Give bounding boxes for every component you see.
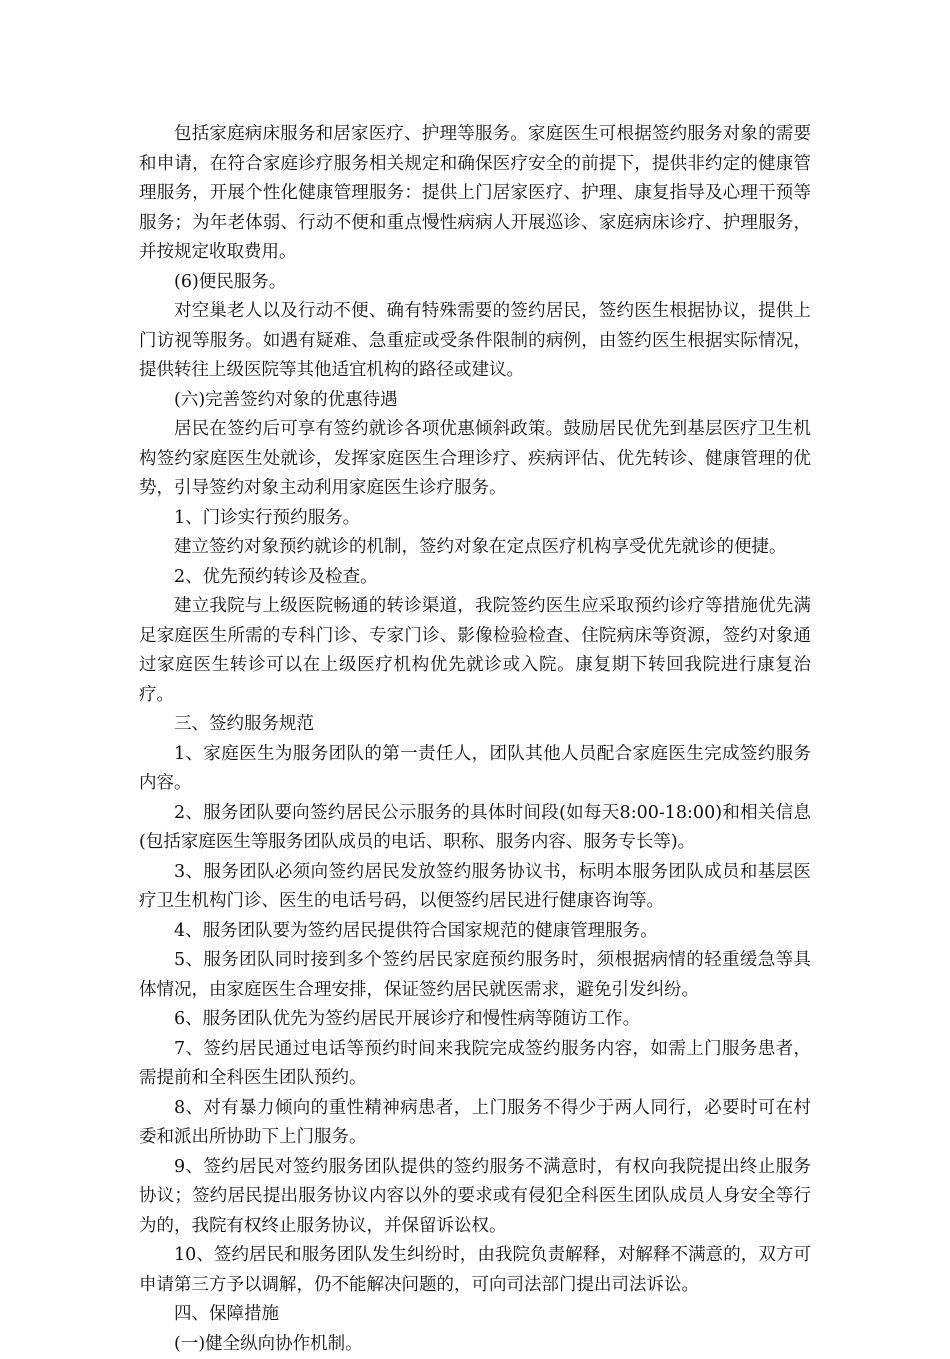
paragraph: 建立签约对象预约就诊的机制，签约对象在定点医疗机构享受优先就诊的便捷。 (139, 533, 811, 563)
paragraph: 8、对有暴力倾向的重性精神病患者，上门服务不得少于两人同行，必要时可在村委和派出所协助下上门服务。 (139, 1094, 811, 1153)
paragraph: 1、门诊实行预约服务。 (139, 504, 811, 534)
paragraph: 9、签约居民对签约服务团队提供的签约服务不满意时，有权向我院提出终止服务协议；签约居民提出服务协议内容以外的要求或有侵犯全科医生团队成员人身安全等行为的，我院有权终止服务协议，并保留诉讼权。 (139, 1153, 811, 1242)
paragraph: 3、服务团队必须向签约居民发放签约服务协议书，标明本服务团队成员和基层医疗卫生机构门诊、医生的电话号码，以便签约居民进行健康咨询等。 (139, 858, 811, 917)
paragraph: 5、服务团队同时接到多个签约居民家庭预约服务时，须根据病情的轻重缓急等具体情况，由家庭医生合理安排，保证签约居民就医需求，避免引发纠纷。 (139, 946, 811, 1005)
paragraph: 2、服务团队要向签约居民公示服务的具体时间段(如每天8:00-18:00)和相关信息(包括家庭医生等服务团队成员的电话、职称、服务内容、服务专长等)。 (139, 799, 811, 858)
section-heading: 三、签约服务规范 (139, 710, 811, 740)
paragraph: 1、家庭医生为服务团队的第一责任人，团队其他人员配合家庭医生完成签约服务内容。 (139, 740, 811, 799)
paragraph: 居民在签约后可享有签约就诊各项优惠倾斜政策。鼓励居民优先到基层医疗卫生机构签约家庭医生处就诊，发挥家庭医生合理诊疗、疾病评估、优先转诊、健康管理的优势，引导签约对象主动利用家庭医生诊疗服务。 (139, 415, 811, 504)
paragraph: 包括家庭病床服务和居家医疗、护理等服务。家庭医生可根据签约服务对象的需要和申请，在符合家庭诊疗服务相关规定和确保医疗安全的前提下，提供非约定的健康管理服务，开展个性化健康管理服务：提供上门居家医疗、护理、康复指导及心理干预等服务；为年老体弱、行动不便和重点慢性病病人开展巡诊、家庭病床诊疗、护理服务，并按规定收取费用。 (139, 120, 811, 268)
paragraph: 对空巢老人以及行动不便、确有特殊需要的签约居民，签约医生根据协议，提供上门访视等服务。如遇有疑难、急重症或受条件限制的病例，由签约医生根据实际情况，提供转往上级医院等其他适宜机构的路径或建议。 (139, 297, 811, 386)
paragraph: 4、服务团队要为签约居民提供符合国家规范的健康管理服务。 (139, 917, 811, 947)
paragraph: 10、签约居民和服务团队发生纠纷时，由我院负责解释，对解释不满意的，双方可申请第三方予以调解，仍不能解决问题的，可向司法部门提出司法诉讼。 (139, 1241, 811, 1300)
paragraph: 6、服务团队优先为签约居民开展诊疗和慢性病等随访工作。 (139, 1005, 811, 1035)
paragraph: 7、签约居民通过电话等预约时间来我院完成签约服务内容，如需上门服务患者，需提前和全科医生团队预约。 (139, 1035, 811, 1094)
paragraph: (一)健全纵向协作机制。 (139, 1330, 811, 1359)
paragraph: (6)便民服务。 (139, 268, 811, 298)
paragraph: 2、优先预约转诊及检查。 (139, 563, 811, 593)
paragraph: 建立我院与上级医院畅通的转诊渠道，我院签约医生应采取预约诊疗等措施优先满足家庭医生所需的专科门诊、专家门诊、影像检验检查、住院病床等资源，签约对象通过家庭医生转诊可以在上级医疗机构优先就诊或入院。康复期下转回我院进行康复治疗。 (139, 592, 811, 710)
section-heading: (六)完善签约对象的优惠待遇 (139, 386, 811, 416)
section-heading: 四、保障措施 (139, 1300, 811, 1330)
document-body (139, 120, 811, 1359)
